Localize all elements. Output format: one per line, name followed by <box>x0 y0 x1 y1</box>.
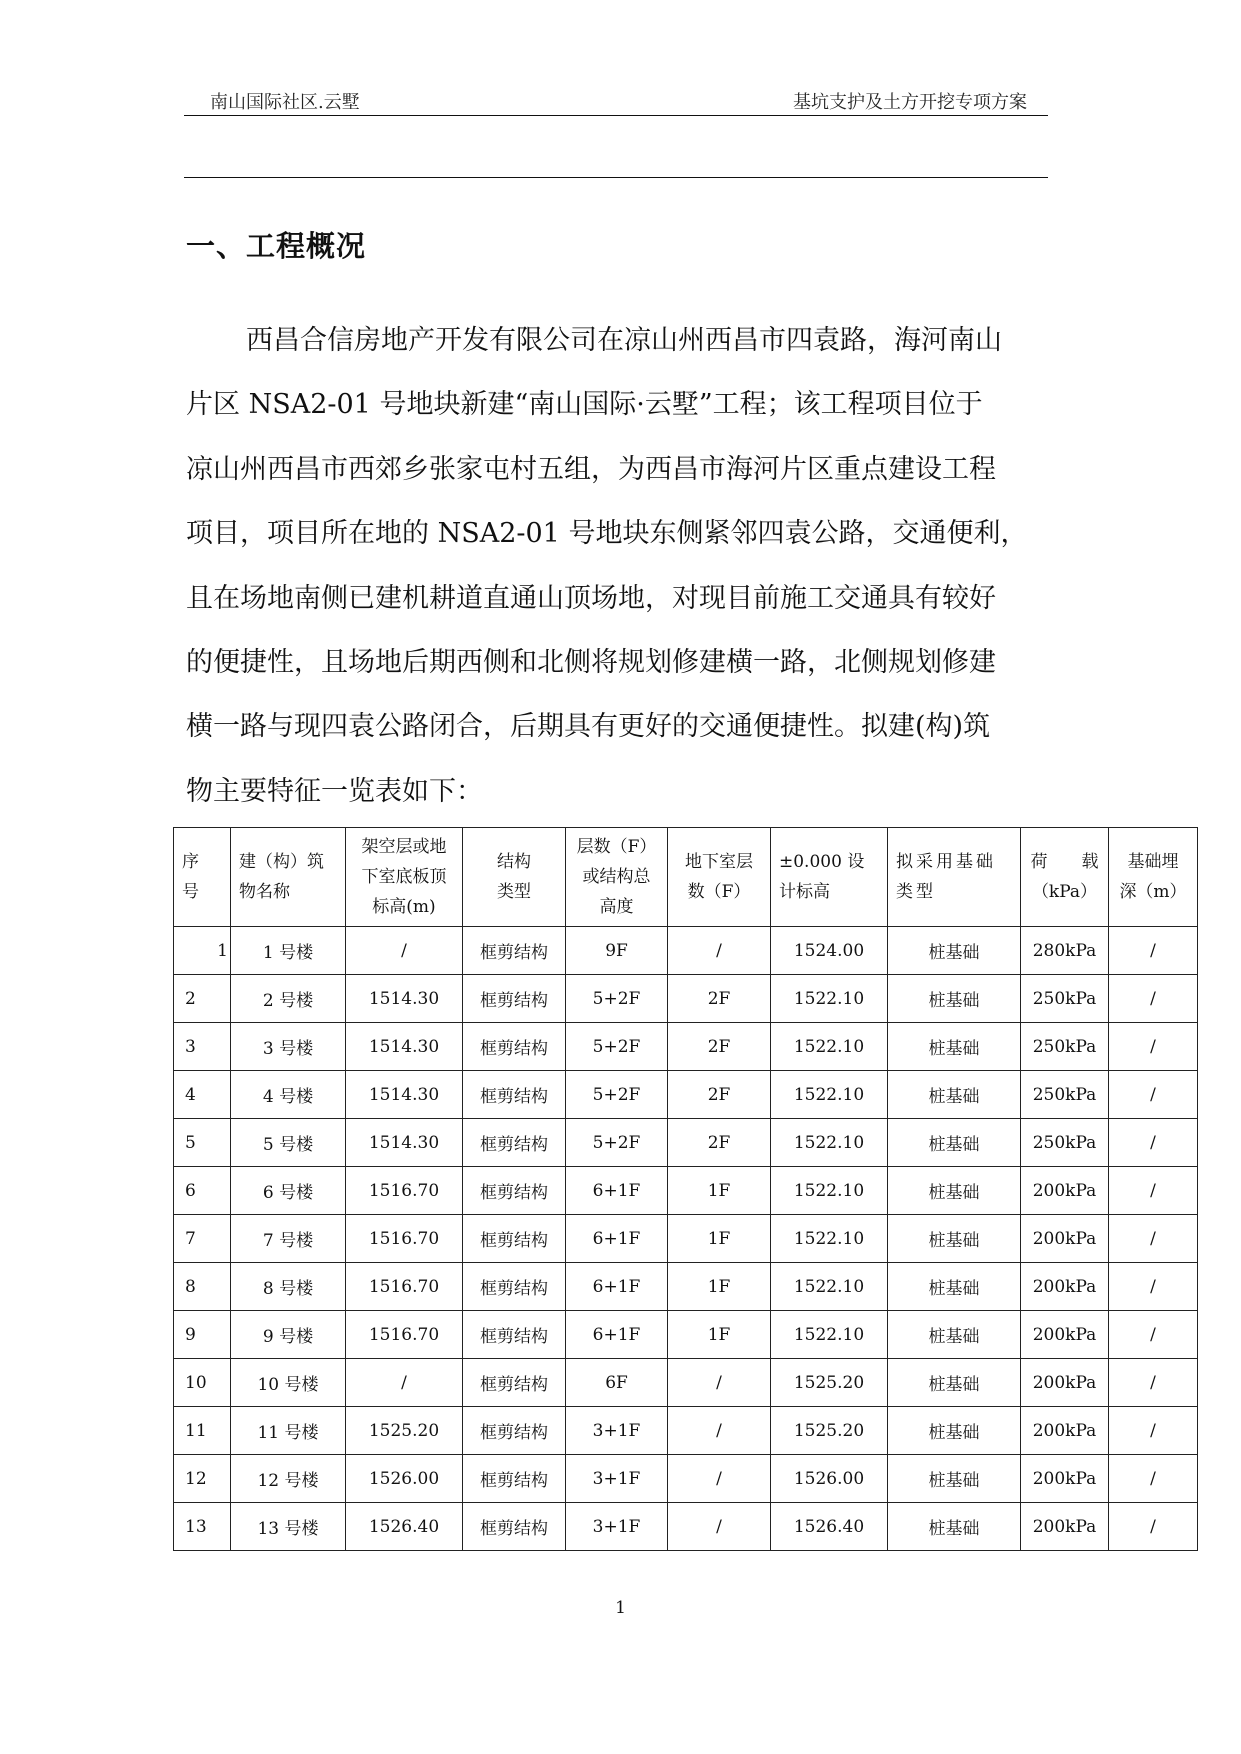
cell-floors: 9F <box>566 927 668 975</box>
cell-seq: 9 <box>174 1311 231 1359</box>
table-row <box>174 1359 1198 1407</box>
header-foundation-depth: 基础埋 深（m） <box>1109 828 1198 927</box>
cell-basement-floors: / <box>668 1455 771 1503</box>
cell-load: 250kPa <box>1021 975 1109 1023</box>
cell-design-elevation: 1524.00 <box>771 927 888 975</box>
cell-structure-type: 框剪结构 <box>463 1215 566 1263</box>
cell-foundation-depth: / <box>1109 1215 1198 1263</box>
cell-foundation-type: 桩基础 <box>888 1407 1021 1455</box>
cell-basement-elevation: 1516.70 <box>346 1215 463 1263</box>
cell-seq: 7 <box>174 1215 231 1263</box>
project-description <box>186 322 1066 837</box>
cell-seq: 4 <box>174 1071 231 1119</box>
cell-load: 280kPa <box>1021 927 1109 975</box>
cell-structure-type: 框剪结构 <box>463 927 566 975</box>
cell-foundation-depth: / <box>1109 1359 1198 1407</box>
cell-basement-elevation: 1526.00 <box>346 1455 463 1503</box>
cell-basement-floors: 1F <box>668 1263 771 1311</box>
paragraph-line: 片区 NSA2-01 号地块新建“南山国际·云墅”工程；该工程项目位于 <box>186 389 983 421</box>
cell-design-elevation: 1526.00 <box>771 1455 888 1503</box>
cell-seq: 6 <box>174 1167 231 1215</box>
cell-floors: 6+1F <box>566 1263 668 1311</box>
header-load: 荷 载 （kPa） <box>1021 828 1109 927</box>
cell-structure-type: 框剪结构 <box>463 1311 566 1359</box>
table-row <box>174 927 1198 975</box>
table-body <box>174 927 1198 1551</box>
cell-foundation-type: 桩基础 <box>888 1359 1021 1407</box>
header-rule <box>184 115 1048 116</box>
cell-structure-type: 框剪结构 <box>463 1263 566 1311</box>
table-row <box>174 1023 1198 1071</box>
cell-design-elevation: 1522.10 <box>771 1263 888 1311</box>
cell-foundation-type: 桩基础 <box>888 927 1021 975</box>
cell-seq: 10 <box>174 1359 231 1407</box>
cell-design-elevation: 1525.20 <box>771 1407 888 1455</box>
cell-building-name: 5 号楼 <box>231 1119 346 1167</box>
table-row <box>174 1215 1198 1263</box>
table-row <box>174 1167 1198 1215</box>
cell-design-elevation: 1522.10 <box>771 1215 888 1263</box>
cell-design-elevation: 1522.10 <box>771 1023 888 1071</box>
cell-foundation-depth: / <box>1109 1455 1198 1503</box>
paragraph-line: 物主要特征一览表如下： <box>186 775 483 807</box>
cell-design-elevation: 1522.10 <box>771 1119 888 1167</box>
building-features-table <box>173 827 1198 1551</box>
cell-building-name: 4 号楼 <box>231 1071 346 1119</box>
cell-load: 200kPa <box>1021 1311 1109 1359</box>
header-structure-type: 结构 类型 <box>463 828 566 927</box>
table-row <box>174 1455 1198 1503</box>
cell-building-name: 7 号楼 <box>231 1215 346 1263</box>
cell-foundation-type: 桩基础 <box>888 1263 1021 1311</box>
cell-building-name: 9 号楼 <box>231 1311 346 1359</box>
cell-basement-elevation: 1514.30 <box>346 1071 463 1119</box>
cell-load: 250kPa <box>1021 1071 1109 1119</box>
cell-structure-type: 框剪结构 <box>463 1407 566 1455</box>
paragraph-line: 凉山州西昌市西郊乡张家屯村五组，为西昌市海河片区重点建设工程 <box>186 453 996 485</box>
page-number: 1 <box>615 1598 626 1618</box>
cell-foundation-depth: / <box>1109 1263 1198 1311</box>
cell-foundation-depth: / <box>1109 1119 1198 1167</box>
cell-structure-type: 框剪结构 <box>463 1071 566 1119</box>
cell-seq: 12 <box>174 1455 231 1503</box>
paragraph-line: 项目，项目所在地的 NSA2-01 号地块东侧紧邻四袁公路，交通便利， <box>186 518 1028 550</box>
cell-basement-elevation: / <box>346 927 463 975</box>
cell-basement-floors: 2F <box>668 1119 771 1167</box>
cell-basement-elevation: / <box>346 1359 463 1407</box>
cell-design-elevation: 1526.40 <box>771 1503 888 1551</box>
cell-floors: 6+1F <box>566 1167 668 1215</box>
cell-structure-type: 框剪结构 <box>463 1023 566 1071</box>
cell-foundation-type: 桩基础 <box>888 1215 1021 1263</box>
cell-basement-floors: 2F <box>668 975 771 1023</box>
cell-basement-elevation: 1525.20 <box>346 1407 463 1455</box>
cell-foundation-type: 桩基础 <box>888 1503 1021 1551</box>
header-foundation-type: 拟采用基础 类型 <box>888 828 1021 927</box>
cell-basement-floors: / <box>668 927 771 975</box>
table-row <box>174 1503 1198 1551</box>
cell-foundation-depth: / <box>1109 975 1198 1023</box>
cell-structure-type: 框剪结构 <box>463 1119 566 1167</box>
cell-building-name: 8 号楼 <box>231 1263 346 1311</box>
cell-design-elevation: 1522.10 <box>771 1071 888 1119</box>
cell-foundation-type: 桩基础 <box>888 1071 1021 1119</box>
table-row <box>174 1263 1198 1311</box>
cell-floors: 6+1F <box>566 1215 668 1263</box>
header-floors: 层数（F） 或结构总 高度 <box>566 828 668 927</box>
running-header-left: 南山国际社区.云墅 <box>210 92 360 113</box>
cell-load: 200kPa <box>1021 1407 1109 1455</box>
cell-basement-elevation: 1516.70 <box>346 1167 463 1215</box>
cell-floors: 6F <box>566 1359 668 1407</box>
cell-building-name: 12 号楼 <box>231 1455 346 1503</box>
cell-seq: 8 <box>174 1263 231 1311</box>
cell-floors: 5+2F <box>566 1071 668 1119</box>
cell-basement-floors: 1F <box>668 1167 771 1215</box>
cell-seq: 5 <box>174 1119 231 1167</box>
cell-foundation-depth: / <box>1109 1167 1198 1215</box>
cell-load: 200kPa <box>1021 1215 1109 1263</box>
cell-basement-elevation: 1514.30 <box>346 1023 463 1071</box>
cell-foundation-type: 桩基础 <box>888 1119 1021 1167</box>
cell-basement-floors: 2F <box>668 1071 771 1119</box>
cell-building-name: 3 号楼 <box>231 1023 346 1071</box>
cell-foundation-depth: / <box>1109 1311 1198 1359</box>
cell-floors: 6+1F <box>566 1311 668 1359</box>
cell-basement-floors: / <box>668 1359 771 1407</box>
cell-foundation-type: 桩基础 <box>888 1455 1021 1503</box>
paragraph-line: 且在场地南侧已建机耕道直通山顶场地，对现目前施工交通具有较好 <box>186 582 996 614</box>
cell-floors: 3+1F <box>566 1503 668 1551</box>
cell-structure-type: 框剪结构 <box>463 1359 566 1407</box>
section-rule <box>184 177 1048 178</box>
cell-design-elevation: 1522.10 <box>771 1167 888 1215</box>
cell-basement-floors: 1F <box>668 1215 771 1263</box>
table-row <box>174 1311 1198 1359</box>
cell-foundation-type: 桩基础 <box>888 1311 1021 1359</box>
cell-seq: 1 <box>174 927 231 975</box>
cell-basement-elevation: 1516.70 <box>346 1263 463 1311</box>
cell-load: 200kPa <box>1021 1503 1109 1551</box>
header-design-elevation: ±0.000 设 计标高 <box>771 828 888 927</box>
header-basement-elevation: 架空层或地 下室底板顶 标高(m) <box>346 828 463 927</box>
table-row <box>174 1071 1198 1119</box>
table-row <box>174 1407 1198 1455</box>
cell-basement-elevation: 1514.30 <box>346 1119 463 1167</box>
cell-foundation-depth: / <box>1109 1503 1198 1551</box>
cell-seq: 11 <box>174 1407 231 1455</box>
cell-building-name: 2 号楼 <box>231 975 346 1023</box>
paragraph-line: 西昌合信房地产开发有限公司在凉山州西昌市四袁路，海河南山 <box>246 325 1002 356</box>
table-row <box>174 975 1198 1023</box>
table-header-row <box>174 828 1198 927</box>
table-row <box>174 1119 1198 1167</box>
cell-foundation-type: 桩基础 <box>888 1023 1021 1071</box>
cell-floors: 5+2F <box>566 975 668 1023</box>
cell-building-name: 11 号楼 <box>231 1407 346 1455</box>
cell-load: 250kPa <box>1021 1119 1109 1167</box>
cell-foundation-depth: / <box>1109 927 1198 975</box>
cell-structure-type: 框剪结构 <box>463 1503 566 1551</box>
cell-load: 200kPa <box>1021 1167 1109 1215</box>
section-title: 一、工程概况 <box>186 229 367 263</box>
cell-floors: 3+1F <box>566 1455 668 1503</box>
cell-foundation-depth: / <box>1109 1071 1198 1119</box>
cell-structure-type: 框剪结构 <box>463 1455 566 1503</box>
cell-structure-type: 框剪结构 <box>463 975 566 1023</box>
cell-design-elevation: 1522.10 <box>771 1311 888 1359</box>
cell-design-elevation: 1522.10 <box>771 975 888 1023</box>
cell-seq: 13 <box>174 1503 231 1551</box>
cell-basement-floors: 1F <box>668 1311 771 1359</box>
paragraph-line: 横一路与现四袁公路闭合，后期具有更好的交通便捷性。拟建(构)筑 <box>186 711 991 743</box>
running-header-right: 基坑支护及土方开挖专项方案 <box>793 92 1027 113</box>
cell-basement-floors: / <box>668 1407 771 1455</box>
cell-building-name: 1 号楼 <box>231 927 346 975</box>
cell-load: 200kPa <box>1021 1359 1109 1407</box>
header-basement-floors: 地下室层 数（F） <box>668 828 771 927</box>
cell-design-elevation: 1525.20 <box>771 1359 888 1407</box>
cell-basement-elevation: 1514.30 <box>346 975 463 1023</box>
cell-foundation-type: 桩基础 <box>888 1167 1021 1215</box>
cell-basement-elevation: 1526.40 <box>346 1503 463 1551</box>
cell-basement-elevation: 1516.70 <box>346 1311 463 1359</box>
cell-building-name: 10 号楼 <box>231 1359 346 1407</box>
cell-load: 200kPa <box>1021 1263 1109 1311</box>
cell-foundation-depth: / <box>1109 1407 1198 1455</box>
cell-building-name: 6 号楼 <box>231 1167 346 1215</box>
header-building-name: 建（构）筑 物名称 <box>231 828 346 927</box>
cell-basement-floors: 2F <box>668 1023 771 1071</box>
cell-foundation-type: 桩基础 <box>888 975 1021 1023</box>
cell-basement-floors: / <box>668 1503 771 1551</box>
cell-structure-type: 框剪结构 <box>463 1167 566 1215</box>
cell-seq: 2 <box>174 975 231 1023</box>
cell-seq: 3 <box>174 1023 231 1071</box>
header-seq: 序 号 <box>174 828 231 927</box>
cell-foundation-depth: / <box>1109 1023 1198 1071</box>
cell-floors: 3+1F <box>566 1407 668 1455</box>
paragraph-line: 的便捷性，且场地后期西侧和北侧将规划修建横一路，北侧规划修建 <box>186 646 996 678</box>
cell-building-name: 13 号楼 <box>231 1503 346 1551</box>
cell-floors: 5+2F <box>566 1023 668 1071</box>
cell-load: 200kPa <box>1021 1455 1109 1503</box>
cell-floors: 5+2F <box>566 1119 668 1167</box>
cell-load: 250kPa <box>1021 1023 1109 1071</box>
